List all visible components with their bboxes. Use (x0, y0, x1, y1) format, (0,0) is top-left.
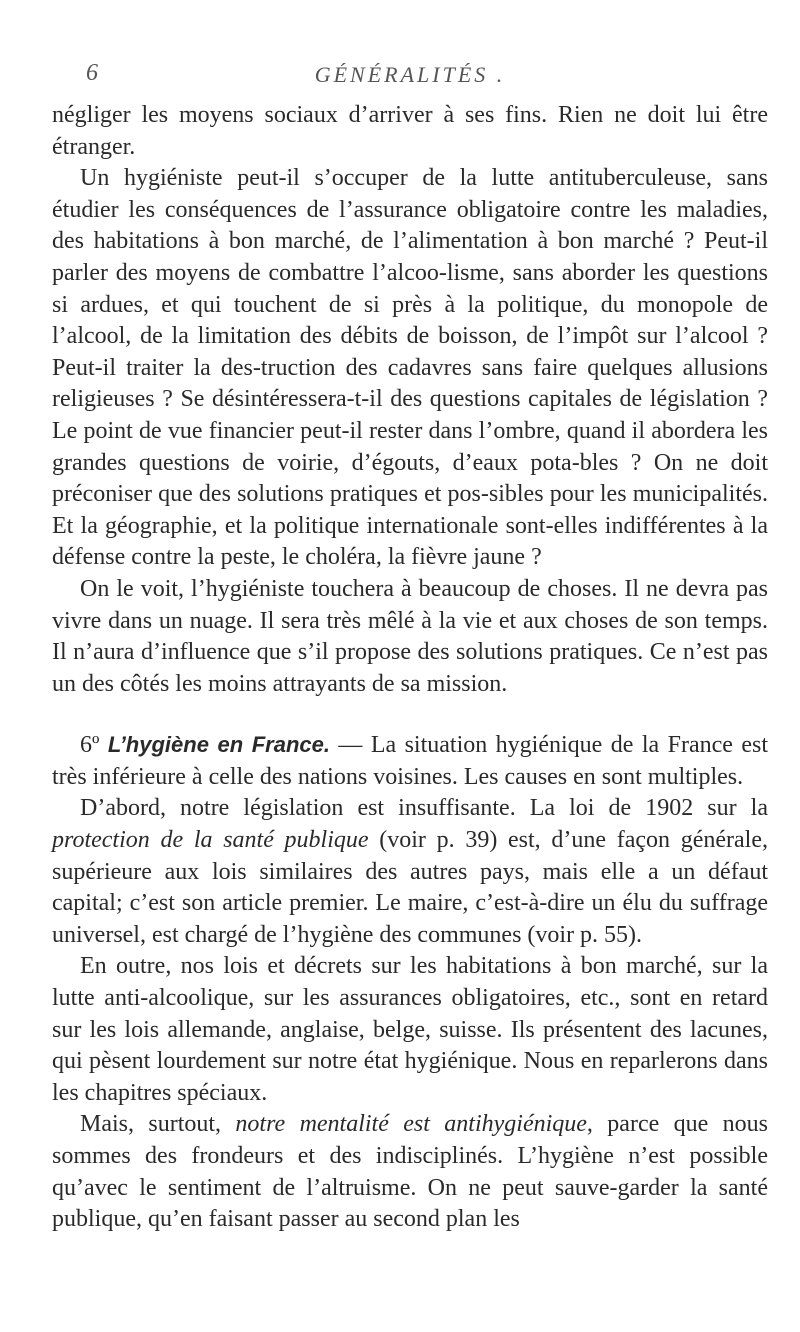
paragraph-mentality (52, 1109, 768, 1235)
section-intro-text: — La situation hygiénique de la France est très inférieure à celle des nations voisines. Les causes en sont multiples. (52, 732, 768, 790)
section-hygiene-france (52, 729, 768, 793)
body-text (52, 100, 768, 1236)
paragraph-legislation-text-b: (voir p. 39) est, d’une façon générale, supérieure aux lois similaires des autres pays, mais elle a un défaut capital; c’est son article premier. Le maire, c’est-à-dire un élu du suffrage universel, est chargé de l’hygiène des communes (voir p. 55). (52, 827, 768, 948)
paragraph-continuation: négliger les moyens sociaux d’arriver à ses fins. Rien ne doit lui être étranger. (52, 102, 768, 160)
emphasis-mentality: notre mentalité est antihygiénique (235, 1111, 587, 1138)
paragraph-laws-delay: En outre, nos lois et décrets sur les habitations à bon marché, sur la lutte anti-alcoolique, sur les assurances obligatoires, etc., sont en retard sur les lois allemande, anglaise, belge, suisse. Ils présentent des lacunes, qui pèsent lourdement sur notre état hygiénique. Nous en reparlerons dans les chapitres spéciaux. (52, 953, 768, 1106)
section-title: L’hygiène en France. (107, 732, 330, 758)
page-number: 6 (86, 60, 98, 86)
section-number: 6º (80, 732, 100, 759)
paragraph-hygienist-role: On le voit, l’hygiéniste touchera à beaucoup de choses. Il ne devra pas vivre dans un nuage. Il sera très mêlé à la vie et aux choses de son temps. Il n’aura d’influence que s’il propose des solutions pratiques. Ce n’est pas un des côtés les moins attrayants de sa mission. (52, 575, 768, 697)
emphasis-law-title: protection de la santé publique (52, 827, 369, 854)
paragraph-hygienist-questions: Un hygiéniste peut-il s’occuper de la lutte antituberculeuse, sans étudier les conséquences de l’assurance obligatoire contre les maladies, des habitations à bon marché, de l’alimentation à bon marché ? Peut-il parler des moyens de combattre l’alcoo-lisme, sans aborder les questions si ardues, et qui touchent de si près à la politique, du monopole de l’alcool, de la limitation des débits de boisson, de l’impôt sur l’alcool ? Peut-il traiter la des-truction des cadavres sans faire quelques allusions religieuses ? Se désintéressera-t-il des questions capitales de législation ? Le point de vue financier peut-il rester dans l’ombre, quand il abordera les grandes questions de voirie, d’égouts, d’eaux pota-bles ? On ne doit préconiser que des solutions pratiques et pos-sibles pour les municipalités. Et la géographie, et la politique internationale sont-elles indifférentes à la défense contre la peste, le choléra, la fièvre jaune ? (52, 165, 768, 571)
paragraph-mentality-text-b: , parce que nous sommes des frondeurs et des indisciplinés. L’hygiène n’est possible qu’avec le sentiment de l’altruisme. On ne peut sauve-garder la santé publique, qu’en faisant passer au second plan les (52, 1111, 768, 1233)
running-head (52, 60, 768, 90)
chapter-title: GÉNÉRALITÉS . (314, 62, 506, 87)
paragraph-mentality-text-a: Mais, surtout, (80, 1111, 236, 1138)
paragraph-legislation-text-a: D’abord, notre législation est insuffisante. La loi de 1902 sur la (80, 795, 768, 822)
paragraph-legislation (52, 793, 768, 951)
